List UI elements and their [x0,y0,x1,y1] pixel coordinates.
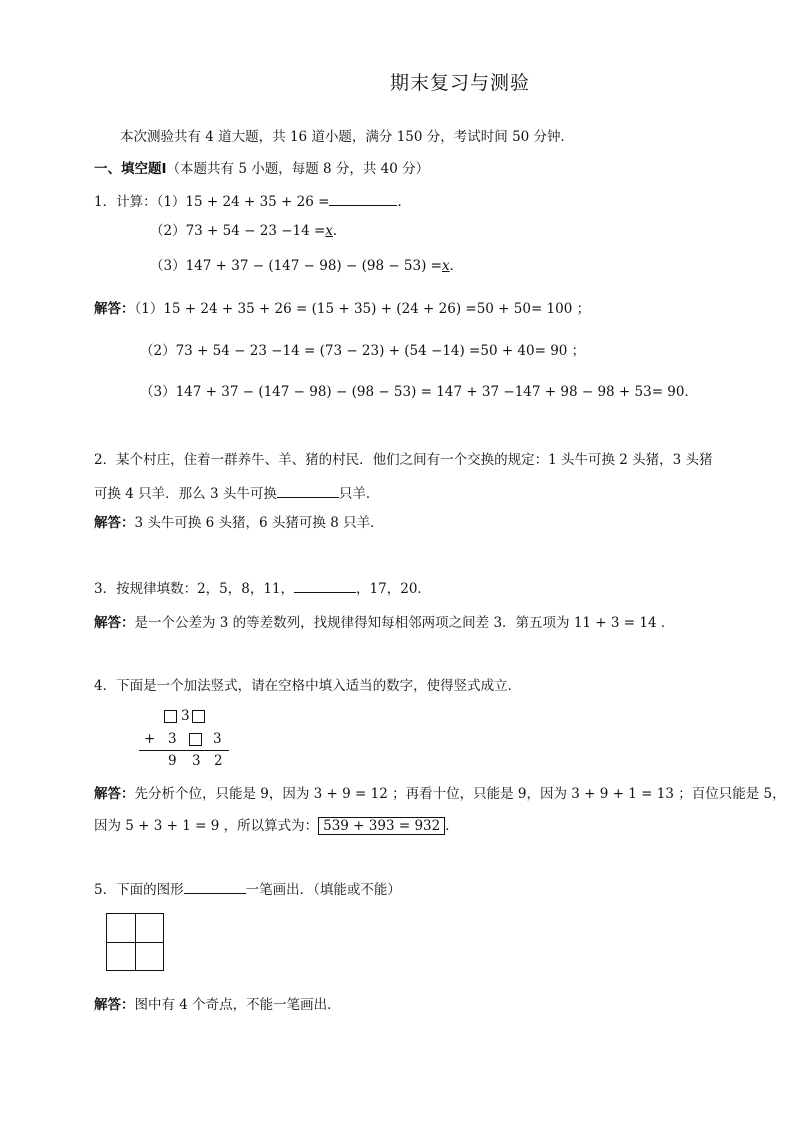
q1-answer-label: 解答： [94,301,135,317]
q4-row2-digit-3: 3 [213,731,222,747]
q1-answer-3: （3）147 + 37 − (147 − 98) − (98 − 53) = 147 + 37 −147 + 98 − 98 + 53= 90． [140,384,698,400]
q4-stem: 4．下面是一个加法竖式，请在空格中填入适当的数字，使得竖式成立． [94,678,522,694]
q5-answer-label: 解答： [94,997,135,1013]
q3-answer-label: 解答： [94,615,135,631]
q4-sum-line [139,750,229,751]
q3-blank [294,578,356,593]
q4-answer-label: 解答： [94,786,135,802]
q1-part3 [150,257,463,275]
page-title: 期末复习与测验 [390,72,531,94]
q1-p1-end: ． [397,194,411,210]
q2-answer-label: 解答： [94,515,135,531]
q5-stem-a: 5．下面的图形 [94,882,184,898]
q1-p3-end: ． [449,258,464,274]
q1-answer-1-text: （1）15 + 24 + 35 + 26 = (15 + 35) + (24 + 26) =50 + 50= 100 ； [134,301,591,317]
q1-p2: （2）73 + 54 − 23 −14 = [150,223,326,239]
q4-row2-digit-1: 3 [168,731,177,747]
q4-empty-box-1 [164,710,177,723]
q1-part2 [150,222,346,240]
q4-result-digit-3: 2 [214,753,223,769]
q4-result-digit-2: 3 [192,753,201,769]
q4-answer-line1 [94,785,786,803]
q1-p2-x: x [325,223,333,239]
q2-line1: 2．某个村庄，住着一群养牛、羊、猪的村民．他们之间有一个交换的规定：1 头牛可换 2 头猪，3 头猪 [94,452,713,468]
q1-prefix: 1．计算： [94,194,157,210]
q1-answer-2: （2）73 + 54 − 23 −14 = (73 − 23) + (54 −14) =50 + 40= 90 ； [140,343,586,359]
q1-p2-end: ． [332,223,347,239]
q4-row1-digit: 3 [181,708,190,724]
q4-result-digit-1: 9 [168,753,177,769]
q3-stem-a: 3．按规律填数：2，5，8，11， [94,581,295,597]
q1-answer-1 [94,300,590,318]
q5-blank [184,879,246,894]
section-title: 一、填空题Ⅰ [94,161,167,177]
q4-answer-line2 [94,817,459,835]
q2-line2-b: 只羊． [338,486,380,502]
q3-answer-text: 是一个公差为 3 的等差数列，找规律得知每相邻两项之间差 3．第五项为 11 + 3 = 14 ． [134,615,675,631]
q1-p3: （3）147 + 37 − (147 − 98) − (98 − 53) = [150,258,442,274]
q2-answer-text: 3 头牛可换 6 头猪，6 头猪可换 8 只羊． [134,515,384,531]
q2-line2 [94,483,379,503]
q5-answer [94,996,341,1014]
section-note: （本题共有 5 小题，每题 8 分，共 40 分） [166,161,430,177]
q3-stem [94,578,431,598]
q5-grid-horizontal-line [107,942,163,943]
q5-answer-text: 图中有 4 个奇点，不能一笔画出． [134,997,341,1013]
q5-stem [94,879,401,899]
q4-answer-text-1: 先分析个位，只能是 9，因为 3 + 9 = 12 ；再看十位，只能是 9，因为 3 + 9 + 1 = 13 ；百位只能是 5， [134,786,786,802]
q5-stem-b: 一笔画出．（填能或不能） [245,882,401,898]
q3-answer [94,614,674,632]
q2-blank [277,483,339,498]
q2-answer [94,514,384,532]
q4-plus-sign: + [144,731,156,747]
q3-stem-b: ，17，20． [356,581,431,597]
q4-empty-box-3 [189,733,202,746]
q5-grid-figure [106,913,164,971]
q2-line2-a: 可换 4 只羊．那么 3 头牛可换 [94,486,277,502]
q4-empty-box-2 [192,710,205,723]
q1-blank [329,191,397,206]
section-heading [94,160,429,178]
q1-p3-x: x [441,258,450,274]
q1-part1 [94,191,411,211]
intro-text: 本次测验共有 4 道大题，共 16 道小题，满分 150 分，考试时间 50 分钟． [120,129,575,145]
q1-p1: （1）15 + 24 + 35 + 26 = [156,194,330,210]
q4-answer-text-2: 因为 5 + 3 + 1 = 9 ，所以算式为： [94,818,319,834]
q4-answer-formula-box: 539 + 393 = 932 [318,817,445,835]
q4-answer-end: ． [445,818,459,834]
